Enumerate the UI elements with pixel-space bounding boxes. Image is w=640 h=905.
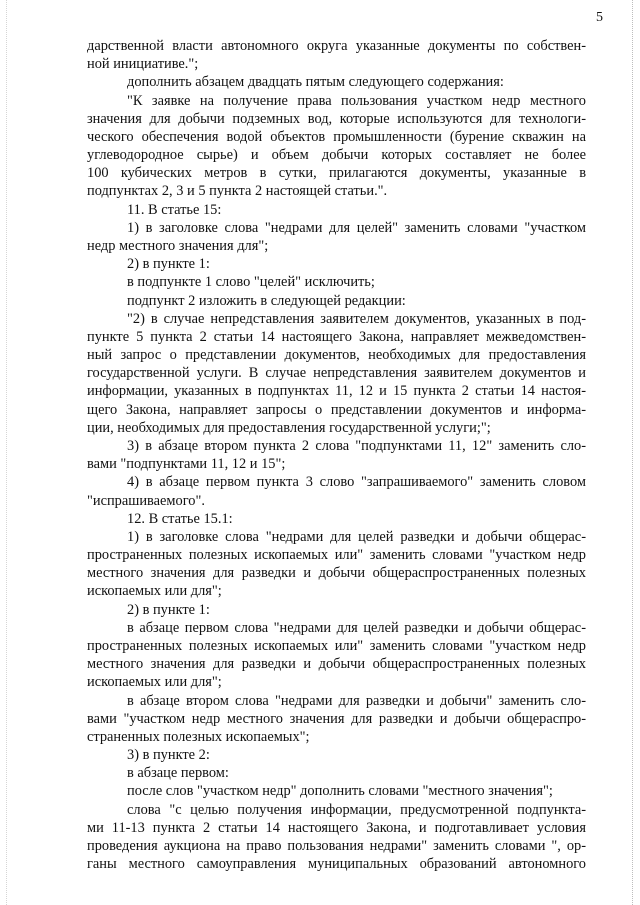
scan-left-edge xyxy=(6,0,8,905)
text-line: ми 11-13 пункта 2 статьи 14 настоящего Закона, и подготавливает условия xyxy=(87,820,586,836)
text-line: ческого обеспечения водой объектов промышленности (бурение скважин на xyxy=(87,129,586,145)
text-line: ции, необходимых для предоставления государственной услуги;"; xyxy=(87,420,491,436)
text-line: в подпункте 1 слово "целей" исключить; xyxy=(127,274,375,290)
text-line: значения для добычи подземных вод, которые используются для технологи- xyxy=(87,111,586,127)
text-line: "К заявке на получение права пользования участком недр местного xyxy=(127,93,586,109)
text-line: пространенных полезных ископаемых или" заменить словами "участком недр xyxy=(87,638,586,654)
text-line: информации, указанных в подпунктах 11, 12 и 15 пункта 2 статьи 14 настоя- xyxy=(87,383,586,399)
text-line: ный запрос о представлении документов, необходимых для предоставления xyxy=(87,347,586,363)
text-line: "2) в случае непредставления заявителем документов, указанных в под- xyxy=(127,311,586,327)
text-line: вами "подпунктами 11, 12 и 15"; xyxy=(87,456,286,472)
text-line: 12. В статье 15.1: xyxy=(127,511,233,527)
text-line: после слов "участком недр" дополнить словами "местного значения"; xyxy=(127,783,553,799)
text-line: подпункт 2 изложить в следующей редакции: xyxy=(127,293,406,309)
text-line: щего Закона, направляет запросы о представлении документов и информа- xyxy=(87,402,586,418)
text-line: ной инициативе."; xyxy=(87,56,199,72)
text-line: 100 кубических метров в сутки, прилагаются документы, указанные в xyxy=(87,165,586,181)
text-line: 2) в пункте 1: xyxy=(127,602,210,618)
text-line: 3) в пункте 2: xyxy=(127,747,210,763)
text-line: 1) в заголовке слова "недрами для целей разведки и добычи общерас- xyxy=(127,529,586,545)
text-line: в абзаце первом: xyxy=(127,765,229,781)
text-line: пространенных полезных ископаемых или" заменить словами "участком недр xyxy=(87,547,586,563)
text-line: местного значения для разведки и добычи общераспространенных полезных xyxy=(87,565,586,581)
text-line: вами "участком недр местного значения для разведки и добычи общераспро- xyxy=(87,711,586,727)
text-line: слова "с целью получения информации, предусмотренной подпункта- xyxy=(127,802,586,818)
text-line: страненных полезных ископаемых"; xyxy=(87,729,310,745)
text-line: 4) в абзаце первом пункта 3 слово "запрашиваемого" заменить словом xyxy=(127,474,586,490)
text-line: 2) в пункте 1: xyxy=(127,256,210,272)
text-line: "испрашиваемого". xyxy=(87,493,205,509)
page-number: 5 xyxy=(596,10,603,25)
text-line: 3) в абзаце втором пункта 2 слова "подпунктами 11, 12" заменить сло- xyxy=(127,438,586,454)
text-line: недр местного значения для"; xyxy=(87,238,269,254)
text-line: ископаемых или для"; xyxy=(87,674,222,690)
text-line: государственной услуги. В случае непредставления заявителем документов и xyxy=(87,365,586,381)
text-line: местного значения для разведки и добычи общераспространенных полезных xyxy=(87,656,586,672)
text-line: ганы местного самоуправления муниципальных образований автономного xyxy=(87,856,586,872)
text-line: дарственной власти автономного округа указанные документы по собствен- xyxy=(87,38,586,54)
text-line: проведения аукциона на право пользования недрами" заменить словами ", ор- xyxy=(87,838,586,854)
text-line: пункте 5 пункта 2 статьи 14 настоящего Закона, направляет межведомствен- xyxy=(87,329,586,345)
text-line: подпунктах 2, 3 и 5 пункта 2 настоящей статьи.". xyxy=(87,183,388,199)
text-line: 1) в заголовке слова "недрами для целей" заменить словами "участком xyxy=(127,220,586,236)
text-line: в абзаце втором слова "недрами для разведки и добычи" заменить сло- xyxy=(127,693,586,709)
text-line: ископаемых или для"; xyxy=(87,583,222,599)
text-line: углеводородное сырье) и объем добычи которых составляет не более xyxy=(87,147,586,163)
text-line: в абзаце первом слова "недрами для целей разведки и добычи общерас- xyxy=(127,620,586,636)
text-line: 11. В статье 15: xyxy=(127,202,222,218)
text-line: дополнить абзацем двадцать пятым следующего содержания: xyxy=(127,74,504,90)
